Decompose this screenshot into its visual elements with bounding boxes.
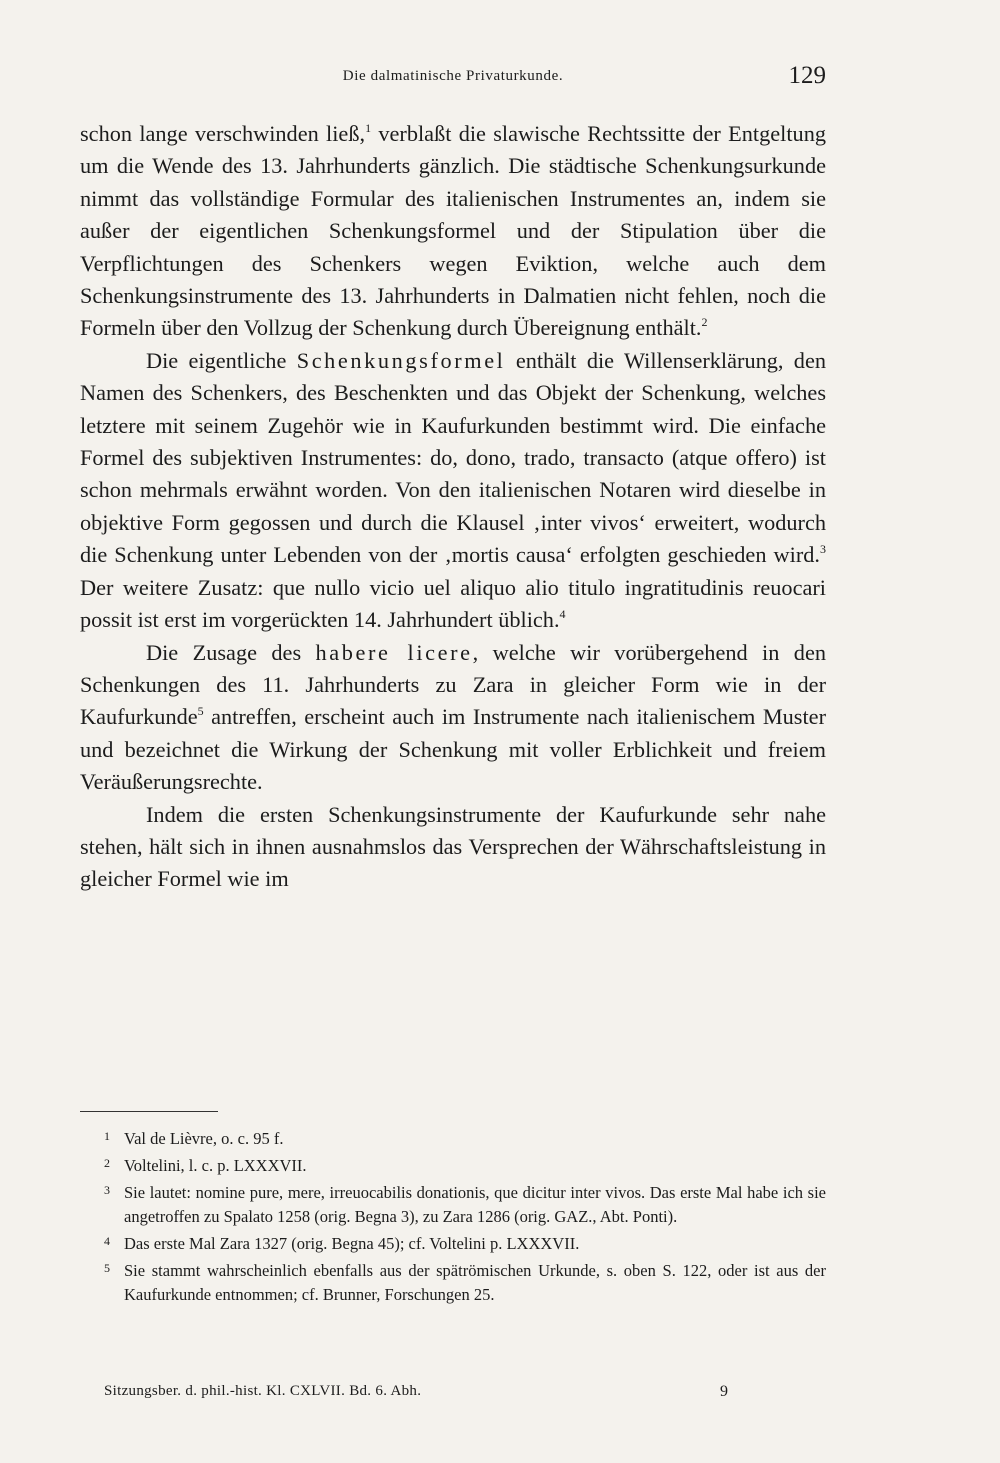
- footnote-3: [104, 1178, 826, 1229]
- footnote-text-3: Sie lautet: nomine pure, mere, irreuocabilis donationis, que dicitur inter vivos. Das erste Mal habe ich sie angetroffen zu Spalato 1258 (orig. Begna 3), zu Zara 1286 (orig. GAZ., Abt. Ponti).: [124, 1183, 826, 1226]
- paragraph-1: [80, 118, 826, 345]
- footnote-1: [104, 1124, 826, 1151]
- footnote-ref-3: 3: [820, 541, 826, 556]
- paragraph-3-text-a: Die Zusage des: [146, 639, 316, 665]
- footnote-text-5: Sie stammt wahrscheinlich ebenfalls aus der spätrömischen Urkunde, s. oben S. 122, oder ist aus der Kaufurkunde entnommen; cf. Brunner, Forschungen 25.: [124, 1261, 826, 1304]
- footnote-ref-5: 5: [197, 703, 204, 718]
- page-header: [80, 62, 826, 92]
- footnote-divider: [80, 1111, 218, 1112]
- footnote-mark-3: 3: [104, 1183, 110, 1197]
- signature-number: 9: [720, 1383, 728, 1400]
- printer-signature: Sitzungsber. d. phil.-hist. Kl. CXLVII. Bd. 6. Abh.: [104, 1383, 422, 1399]
- emphasized-term-schenkungsformel: Schenkungsformel: [296, 347, 506, 373]
- paragraph-3: [80, 637, 826, 799]
- footnote-text-2: Voltelini, l. c. p. LXXXVII.: [124, 1156, 307, 1175]
- footnote-2: [104, 1151, 826, 1178]
- emphasized-term-habere-licere: habere licere: [315, 639, 473, 665]
- footnote-text-4: Das erste Mal Zara 1327 (orig. Begna 45); cf. Voltelini p. LXXXVII.: [124, 1234, 580, 1253]
- paragraph-2-text-a: Die eigentliche: [146, 347, 297, 373]
- footnote-4: [104, 1229, 826, 1256]
- footnote-text-1: Val de Lièvre, o. c. 95 f.: [124, 1129, 284, 1148]
- footnotes: [104, 1124, 826, 1307]
- paragraph-2: [80, 345, 826, 637]
- footnote-ref-2: 2: [701, 315, 708, 330]
- footnote-mark-4: 4: [104, 1234, 110, 1248]
- footnote-mark-2: 2: [104, 1156, 110, 1170]
- paragraph-3-text-b: , welche wir vorübergehend in den Schenkungen des 11. Jahrhunderts zu Zara in gleicher Form wie in der Kaufurkunde: [80, 639, 826, 730]
- paragraph-2-text-c: Der weitere Zusatz: que nullo vicio uel aliquo alio titulo ingratitudinis reuocari possit ist erst im vorgerückten 14. Jahrhundert üblich.: [80, 574, 826, 633]
- page-footer: [104, 1383, 826, 1407]
- running-title: Die dalmatinische Privaturkunde.: [342, 68, 564, 84]
- paragraph-1-text-b: verblaßt die slawische Rechtssitte der Entgeltung um die Wende des 13. Jahrhunderts gänzlich. Die städtische Schenkungsurkunde nimmt das vollständige Formular des italienischen Instrumentes an, indem sie außer der eigentlichen Schenkungsformel und der Stipulation über die Verpflichtungen des Schenkers wegen Eviktion, welche auch dem Schenkungsinstrumente des 13. Jahrhunderts in Dalmatien nicht fehlen, noch die Formeln über den Vollzug der Schenkung durch Übereignung enthält.: [80, 121, 827, 341]
- footnote-5: [104, 1256, 826, 1307]
- footnote-ref-1: 1: [365, 120, 372, 135]
- footnote-mark-1: 1: [104, 1129, 110, 1143]
- main-text: [80, 118, 826, 896]
- footnote-ref-4: 4: [559, 606, 566, 621]
- paragraph-3-text-c: antreffen, erscheint auch im Instrumente nach italienischem Muster und bezeichnet die Wirkung der Schenkung mit voller Erblichkeit und freiem Veräußerungsrechte.: [80, 704, 826, 795]
- paragraph-2-text-b: enthält die Willenserklärung, den Namen des Schenkers, des Beschenkten und das Objekt der Schenkung, welches letztere mit seinem Zugehör wie in Kaufurkunden bestimmt wird. Die einfache Formel des subjektiven Instrumentes: do, dono, trado, transacto (atque offero) ist schon mehrmals erwähnt worden. Von den italienischen Notaren wird dieselbe in objektive Form gegossen und durch die Klausel ‚inter vivos‘ erweitert, wodurch die Schenkung unter Lebenden von der ‚mortis causa‘ erfolgten geschieden wird.: [80, 347, 827, 568]
- footnote-mark-5: 5: [104, 1261, 110, 1275]
- paragraph-4: Indem die ersten Schenkungsinstrumente der Kaufurkunde sehr nahe stehen, hält sich in ihnen ausnahmslos das Versprechen der Währschaftsleistung in gleicher Formel wie im: [80, 801, 826, 892]
- page-number: 129: [788, 62, 826, 89]
- paragraph-1-text-a: schon lange verschwinden ließ,: [80, 121, 366, 146]
